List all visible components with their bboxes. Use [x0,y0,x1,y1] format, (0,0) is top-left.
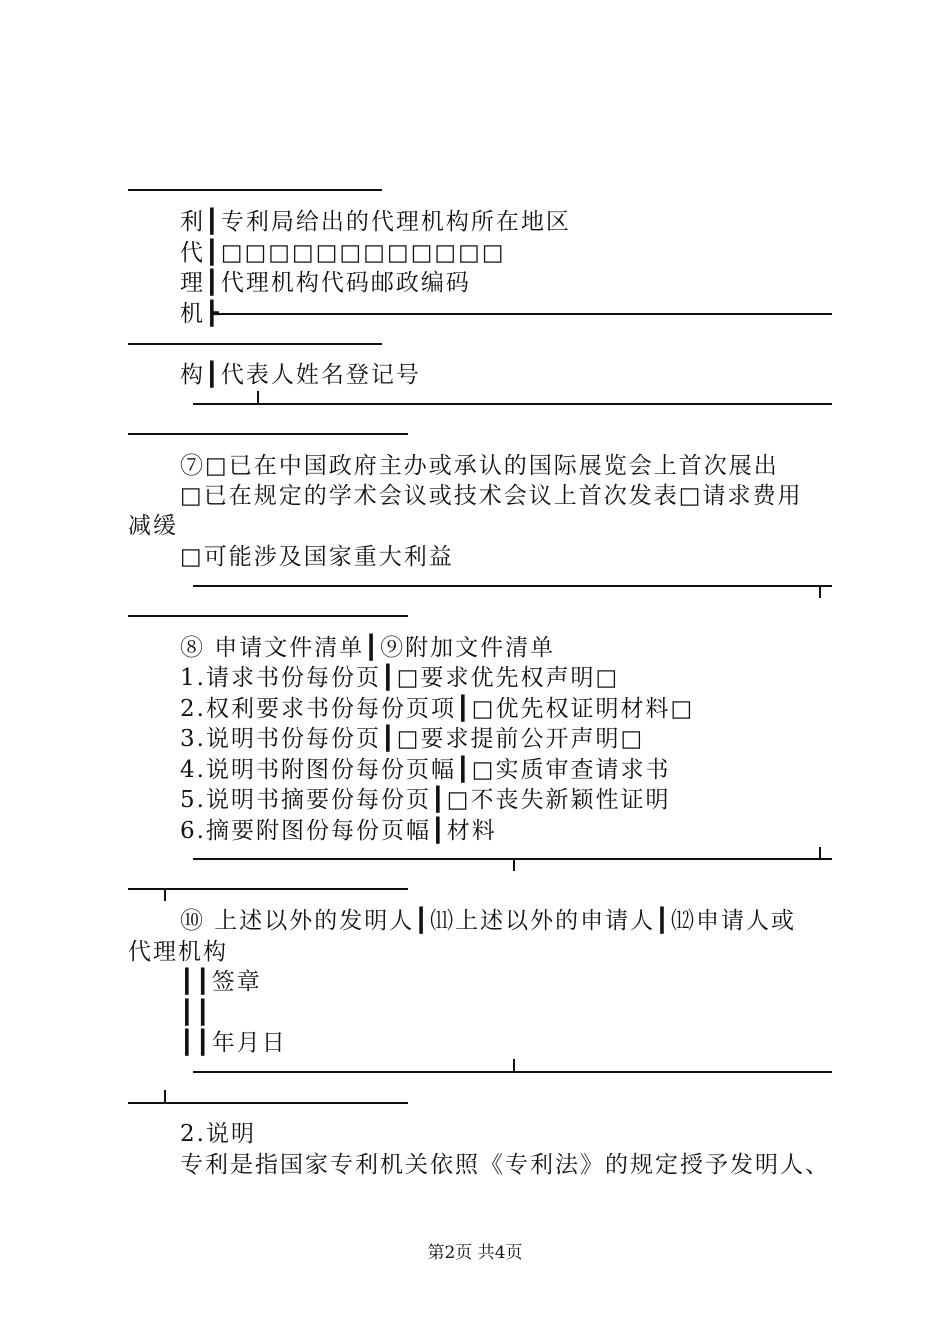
inventors-applicants-line: ⑩ 上述以外的发明人┃⑾上述以外的申请人┃⑿申请人或 [180,908,797,934]
date-line: ┃┃年月日 [180,1030,287,1056]
rule-line [128,888,408,890]
rule-line [128,189,382,191]
rule-line [128,1102,408,1104]
explanation-body: 专利是指国家专利机关依照《专利法》的规定授予发明人、 [180,1152,830,1178]
agency-code-boxes-line: 代┃□□□□□□□□□□□□ [180,240,506,266]
document-list-item: 2.权利要求书份每份页项┃□优先权证明材料□ [180,696,695,722]
document-list-header: ⑧ 申请文件清单┃⑨附加文件清单 [180,635,556,661]
rule-tick [513,1059,515,1071]
document-list-item: 4.说明书附图份每份页幅┃□实质审查请求书 [180,757,671,783]
blank-line: ┃┃ [180,1000,212,1026]
document-list-item: 3.说明书份每份页┃□要求提前公开声明□ [180,726,645,752]
agency-divider-label: 机┣ [180,301,221,327]
national-interest-option: □可能涉及国家重大利益 [180,544,454,570]
rule-line [128,343,382,345]
exhibition-option: ⑦□已在中国政府主办或承认的国际展览会上首次展出 [180,453,779,479]
rule-tick [164,1090,166,1103]
agency-representative-line: 构┃代表人姓名登记号 [180,362,421,388]
rule-line [193,1071,832,1073]
rule-line [128,615,408,617]
rule-line [193,403,832,405]
rule-line [218,313,832,315]
page-footer: 第2页 共4页 [427,1243,523,1263]
fee-reduction-continued: 减缓 [128,513,178,539]
explanation-heading: 2.说明 [180,1121,256,1147]
rule-tick [164,888,166,901]
rule-tick [257,391,259,403]
document-list-item: 5.说明书摘要份每份页┃□不丧失新颖性证明 [180,787,671,813]
rule-tick [819,585,821,598]
agency-continued: 代理机构 [128,939,228,965]
rule-tick [819,847,821,859]
rule-line [193,585,832,587]
rule-line [128,433,408,435]
signature-line: ┃┃签章 [180,969,262,995]
document-list-item: 6.摘要附图份每份页幅┃材料 [180,818,497,844]
agency-code-postal-line: 理┃代理机构代码邮政编码 [180,270,471,296]
conference-option: □已在规定的学术会议或技术会议上首次发表□请求费用 [180,483,803,509]
rule-tick [513,858,515,871]
agency-region-line: 利┃专利局给出的代理机构所在地区 [180,209,571,235]
document-list-item: 1.请求书份每份页┃□要求优先权声明□ [180,665,620,691]
